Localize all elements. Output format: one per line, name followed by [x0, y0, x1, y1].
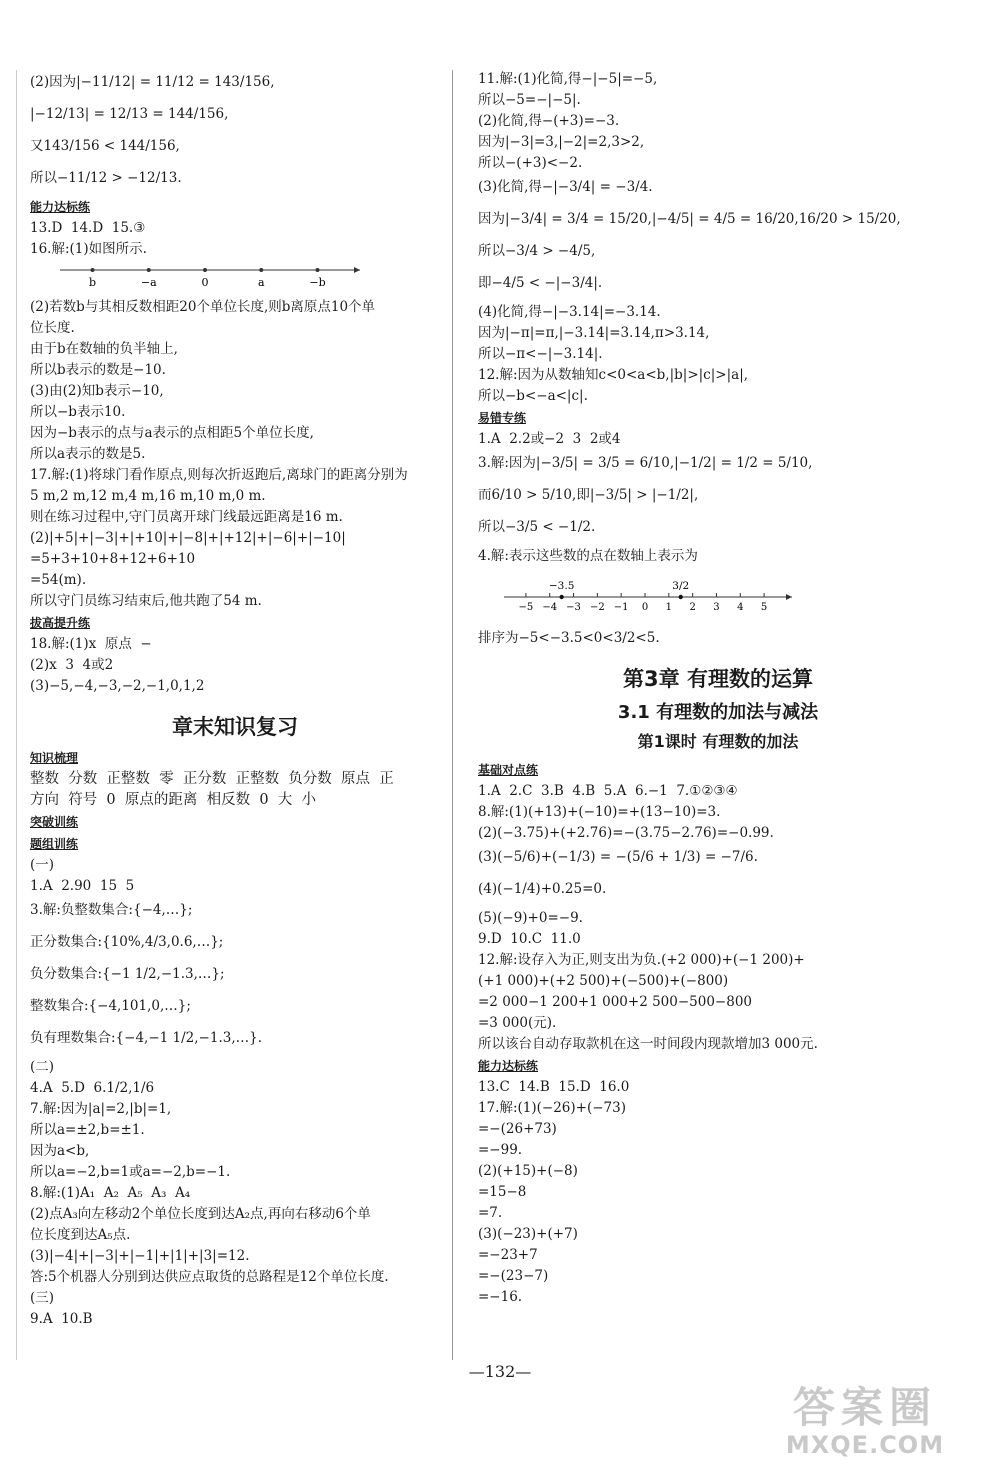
answer-line: (3)|−4|+|−3|+|−1|+|1|+|3|=12.: [30, 1248, 250, 1264]
answer-line: 13.D 14.D 15.③: [30, 220, 146, 236]
answer-line: 12.解:设存入为正,则支出为负.(+2 000)+(−1 200)+: [478, 952, 805, 968]
answer-line: 8.解:(1)(+13)+(−10)=+(13−10)=3.: [478, 804, 721, 820]
number-line-arrow: [786, 594, 792, 600]
answer-line: (4)化简,得−|−3.14|=−3.14.: [478, 304, 661, 320]
section-label: 能力达标练: [478, 1059, 539, 1073]
number-line-tick-label: 0: [641, 602, 649, 613]
column-divider: [452, 70, 453, 1360]
answer-line: (3)由(2)知b表示−10,: [30, 383, 164, 399]
answer-line: 7.解:因为|a|=2,|b|=1,: [30, 1101, 172, 1117]
section-label: 题组训练: [30, 837, 79, 851]
answer-line: 4.解:表示这些数的点在数轴上表示为: [478, 548, 698, 564]
answer-line: 所以a=±2,b=±1.: [30, 1122, 145, 1138]
answer-line: =3 000(元).: [478, 1015, 557, 1031]
number-line-point-label: a: [257, 276, 265, 289]
answer-line: (+1 000)+(+2 500)+(−500)+(−800): [478, 973, 729, 989]
section-label: 知识梳理: [30, 751, 79, 765]
number-line-marked-label: −3.5: [548, 580, 575, 592]
answer-line: 又143/156 < 144/156,: [30, 138, 180, 154]
number-line-marked-point: [559, 595, 563, 599]
answer-line: 所以−5=−|−5|.: [478, 92, 581, 108]
answer-line: 18.解:(1)x 原点 −: [30, 636, 152, 652]
answer-line: 负有理数集合:{−4,−1 1/2,−1.3,…}.: [30, 1030, 262, 1046]
answer-line: 3.解:负整数集合:{−4,…};: [30, 902, 193, 918]
answer-line: 所以−11/12 > −12/13.: [30, 170, 182, 186]
answer-line: 所以−b表示10.: [30, 404, 126, 420]
answer-line: 因为|−3|=3,|−2|=2,3>2,: [478, 134, 645, 150]
answer-line: =−99.: [478, 1142, 523, 1158]
answer-line: |−12/13| = 12/13 = 144/156,: [30, 106, 229, 122]
answer-line: =7.: [478, 1205, 503, 1221]
answer-line: =−23+7: [478, 1247, 538, 1263]
answer-line: =−(23−7): [478, 1268, 549, 1284]
answer-line: (二): [30, 1059, 55, 1075]
answer-line: 1.A 2.90 15 5: [30, 878, 135, 894]
answer-line: 因为|−π|=π,|−3.14|=3.14,π>3.14,: [478, 325, 710, 341]
number-line-marked-label: 3/2: [672, 580, 690, 592]
number-line-marked-point: [679, 595, 683, 599]
answer-line: 整数集合:{−4,101,0,…};: [30, 998, 191, 1014]
answer-line: 方向 符号 0 原点的距离 相反数 0 大 小: [30, 792, 316, 808]
answer-line: (4)(−1/4)+0.25=0.: [478, 881, 607, 897]
answer-line: 排序为−5<−3.5<0<3/2<5.: [478, 630, 660, 646]
answer-line: 由于b在数轴的负半轴上,: [30, 341, 178, 357]
answer-line: =15−8: [478, 1184, 527, 1200]
number-line-figure-2: [498, 569, 798, 621]
number-line-point: [203, 268, 207, 272]
number-line-point-label: −b: [309, 276, 326, 289]
number-line-point: [259, 268, 263, 272]
answer-line: (2)化简,得−(+3)=−3.: [478, 113, 620, 129]
answer-line: (3)(−5/6)+(−1/3) = −(5/6 + 1/3) = −7/6.: [478, 849, 758, 865]
answer-line: 12.解:因为从数轴知c<0<a<b,|b|>|c|>|a|,: [478, 367, 749, 383]
answer-line: (一): [30, 857, 55, 873]
answer-line: 所以−3/5 < −1/2.: [478, 519, 596, 535]
section-label: 基础对点练: [478, 763, 539, 777]
answer-line: 1.A 2.2或−2 3 2或4: [478, 431, 621, 447]
answer-line: 3.解:因为|−3/5| = 3/5 = 6/10,|−1/2| = 1/2 = 5/10,: [478, 455, 813, 471]
answer-line: 4.A 5.D 6.1/2,1/6: [30, 1080, 155, 1096]
chapter-heading: 章末知识复习: [172, 715, 298, 739]
answer-line: 即−4/5 < −|−3/4|.: [478, 275, 603, 291]
number-line-arrow: [354, 267, 360, 273]
answer-line: 因为|−3/4| = 3/4 = 15/20,|−4/5| = 4/5 = 16/20,16/20 > 15/20,: [478, 211, 901, 227]
answer-line: 13.C 14.B 15.D 16.0: [478, 1079, 630, 1095]
answer-line: (3)(−23)+(+7): [478, 1226, 578, 1242]
answer-line: 8.解:(1)A₁ A₂ A₅ A₃ A₄: [30, 1185, 191, 1201]
answer-line: 所以−π<−|−3.14|.: [478, 346, 603, 362]
number-line-tick-label: −3: [566, 602, 581, 613]
number-line-tick-label: 3: [713, 602, 720, 613]
answer-line: (2)x 3 4或2: [30, 657, 114, 673]
answer-line: 5 m,2 m,12 m,4 m,16 m,10 m,0 m.: [30, 488, 266, 504]
answer-line: (2)(+15)+(−8): [478, 1163, 578, 1179]
number-line-figure-1: [50, 262, 370, 290]
answer-line: 17.解:(1)将球门看作原点,则每次折返跑后,离球门的距离分别为: [30, 467, 408, 483]
answer-line: =2 000−1 200+1 000+2 500−500−800: [478, 994, 752, 1010]
answer-line: 所以−3/4 > −4/5,: [478, 243, 596, 259]
answer-line: 整数 分数 正整数 零 正分数 正整数 负分数 原点 正: [30, 771, 394, 787]
answer-line: (2)|+5|+|−3|+|+10|+|−8|+|+12|+|−6|+|−10|: [30, 530, 346, 546]
answer-line: (三): [30, 1290, 55, 1306]
answer-line: 则在练习过程中,守门员离开球门线最远距离是16 m.: [30, 509, 343, 525]
answer-line: 答:5个机器人分别到达供应点取货的总路程是12个单位长度.: [30, 1269, 389, 1285]
answer-line: =5+3+10+8+12+6+10: [30, 551, 196, 567]
answer-line: (2)(−3.75)+(+2.76)=−(3.75−2.76)=−0.99.: [478, 825, 774, 841]
section-label: 拔高提升练: [30, 616, 91, 630]
answer-line: 所以−b<−a<|c|.: [478, 388, 588, 404]
section-label: 能力达标练: [30, 200, 91, 214]
page-edge-line: [16, 70, 17, 1360]
answer-line: 因为−b表示的点与a表示的点相距5个单位长度,: [30, 425, 314, 441]
chapter-heading: 第3章 有理数的运算: [623, 667, 813, 691]
watermark-main: 答案圈: [792, 1383, 937, 1432]
answer-line: 所以−(+3)<−2.: [478, 155, 583, 171]
answer-line: 正分数集合:{10%,4/3,0.6,…};: [30, 934, 224, 950]
number-line-tick-label: −2: [589, 602, 605, 613]
answer-line: 位长度.: [30, 320, 75, 336]
answer-line: =−16.: [478, 1289, 523, 1305]
watermark-sub: MXQE.COM: [785, 1431, 945, 1459]
answer-line: 所以a表示的数是5.: [30, 446, 146, 462]
answer-line: 而6/10 > 5/10,即|−3/5| > |−1/2|,: [478, 487, 699, 503]
answer-line: 位长度到达A₅点.: [30, 1227, 131, 1243]
answer-line: 1.A 2.C 3.B 4.B 5.A 6.−1 7.①②③④: [478, 783, 738, 799]
watermark-logo: [750, 1385, 980, 1459]
number-line-tick-label: 1: [665, 602, 673, 613]
number-line-tick-label: 4: [737, 602, 744, 613]
answer-line: (3)化简,得−|−3/4| = −3/4.: [478, 179, 653, 195]
answer-line: (3)−5,−4,−3,−2,−1,0,1,2: [30, 678, 205, 694]
number-line-point: [91, 268, 95, 272]
answer-line: 11.解:(1)化简,得−|−5|=−5,: [478, 71, 658, 87]
answer-line: 9.D 10.C 11.0: [478, 931, 581, 947]
number-line-tick-label: 5: [760, 602, 768, 613]
number-line-tick-label: −4: [542, 602, 558, 613]
answer-line: (2)点A₃向左移动2个单位长度到达A₂点,再向右移动6个单: [30, 1206, 371, 1222]
number-line-point-label: b: [88, 276, 97, 289]
answer-line: (2)因为|−11/12| = 11/12 = 143/156,: [30, 74, 275, 90]
answer-line: 所以a=−2,b=1或a=−2,b=−1.: [30, 1164, 231, 1180]
number-line-point-label: −a: [140, 276, 157, 289]
number-line-point: [316, 268, 320, 272]
number-line-tick-label: −1: [613, 602, 629, 613]
answer-line: 9.A 10.B: [30, 1311, 93, 1327]
answer-line: 所以守门员练习结束后,他共跑了54 m.: [30, 593, 262, 609]
answer-line: 负分数集合:{−1 1/2,−1.3,…};: [30, 966, 225, 982]
answer-line: 所以该台自动存取款机在这一时间段内现款增加3 000元.: [478, 1036, 818, 1052]
right-column: [478, 70, 958, 1309]
page-number: —132—: [468, 1362, 532, 1381]
answer-line: (5)(−9)+0=−9.: [478, 910, 583, 926]
number-line-point: [147, 268, 151, 272]
answer-line: 因为a<b,: [30, 1143, 90, 1159]
left-column: [30, 70, 440, 1331]
number-line-tick-label: 2: [689, 602, 696, 613]
section-heading: 3.1 有理数的加法与减法: [617, 702, 819, 723]
answer-line: 所以b表示的数是−10.: [30, 362, 166, 378]
answer-line: 17.解:(1)(−26)+(−73): [478, 1100, 626, 1116]
section-label: 易错专练: [478, 411, 527, 425]
number-line-point-label: 0: [201, 276, 209, 289]
answer-line: =−(26+73): [478, 1121, 557, 1137]
answer-line: (2)若数b与其相反数相距20个单位长度,则b离原点10个单: [30, 299, 376, 315]
number-line-tick-label: −5: [518, 602, 534, 613]
lesson-heading: 第1课时 有理数的加法: [637, 732, 799, 751]
answer-line: =54(m).: [30, 572, 87, 588]
answer-line: 16.解:(1)如图所示.: [30, 241, 147, 257]
section-label: 突破训练: [30, 815, 79, 829]
